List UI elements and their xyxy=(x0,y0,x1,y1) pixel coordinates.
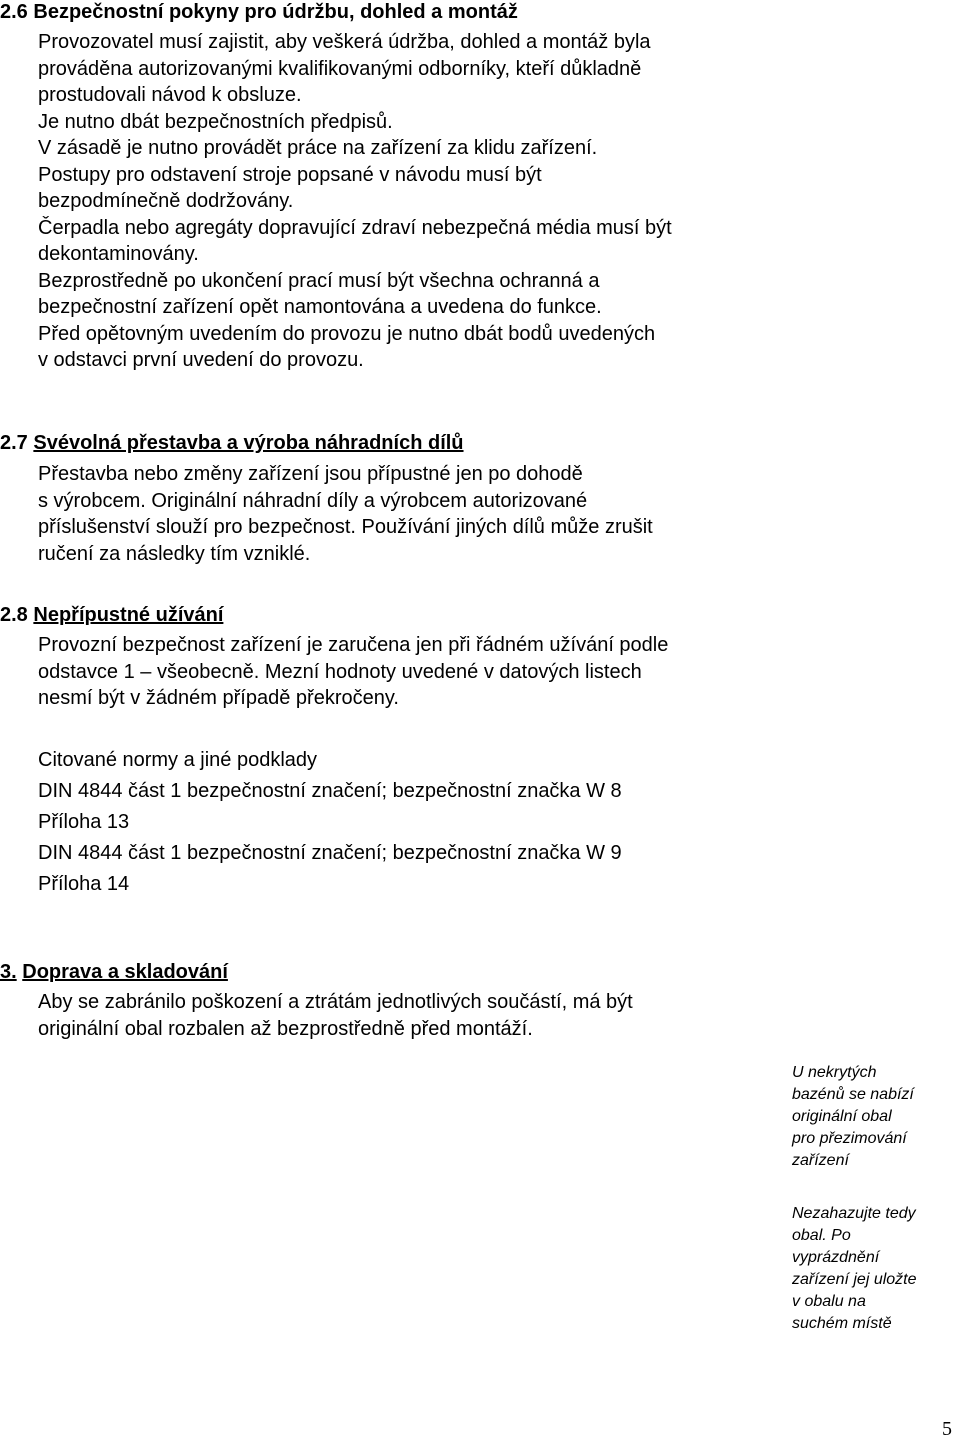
side-note-line: zařízení jej uložte xyxy=(792,1271,917,1288)
text-line: Čerpadla nebo agregáty dopravující zdraví nebezpečná média musí být xyxy=(38,216,672,239)
side-note-line: bazénů se nabízí xyxy=(792,1086,914,1103)
text-line: ručení za následky tím vzniklé. xyxy=(38,542,311,565)
section-number: 2.6 xyxy=(0,1,28,23)
text-line: v odstavci první uvedení do provozu. xyxy=(38,349,364,371)
text-line: Před opětovným uvedením do provozu je nutno dbát bodů uvedených xyxy=(38,322,656,345)
section-3-heading xyxy=(0,960,228,984)
text-line: dekontaminovány. xyxy=(38,243,199,265)
side-note-line: zařízení xyxy=(792,1152,849,1169)
norms-heading: Citované normy a jiné podklady xyxy=(38,749,318,771)
section-number: 2.8 xyxy=(0,604,28,626)
side-note-line: v obalu na xyxy=(792,1293,866,1310)
side-note-line: U nekrytých xyxy=(792,1064,877,1081)
side-note xyxy=(792,1203,917,1335)
section-number: 3. xyxy=(0,961,17,983)
section-2-6-body xyxy=(38,29,798,374)
text-line: V zásadě je nutno provádět práce na zařízení za klidu zařízení. xyxy=(38,137,598,159)
text-line: Provozovatel musí zajistit, aby veškerá údržba, dohled a montáž byla xyxy=(38,31,651,53)
cited-norms xyxy=(38,745,798,900)
text-line: prostudovali návod k obsluze. xyxy=(38,84,302,106)
text-line: originální obal rozbalen až bezprostředně před montáží. xyxy=(38,1017,533,1040)
text-line: Aby se zabránilo poškození a ztrátám jednotlivých součástí, má být xyxy=(38,991,633,1013)
text-line: bezpečnostní zařízení opět namontována a uvedena do funkce. xyxy=(38,296,602,318)
section-3-body xyxy=(38,989,798,1042)
section-2-7-heading xyxy=(0,431,464,455)
section-title: Bezpečnostní pokyny pro údržbu, dohled a montáž xyxy=(33,1,518,23)
norm-line: Příloha 13 xyxy=(38,811,130,833)
section-title: Svévolná přestavba a výroba náhradních dílů xyxy=(33,432,464,454)
section-title: Nepřípustné užívání xyxy=(33,604,224,626)
text-line: Je nutno dbát bezpečnostních předpisů. xyxy=(38,110,393,133)
side-note xyxy=(792,1062,914,1172)
text-line: příslušenství slouží pro bezpečnost. Používání jiných dílů může zrušit xyxy=(38,516,653,538)
text-line: Přestavba nebo změny zařízení jsou přípustné jen po dohodě xyxy=(38,463,583,485)
side-note-line: Nezahazujte tedy xyxy=(792,1205,916,1222)
norm-line: Příloha 14 xyxy=(38,873,130,895)
section-2-6-heading xyxy=(0,0,518,24)
section-2-8-body xyxy=(38,632,798,712)
page-number: 5 xyxy=(942,1418,952,1440)
section-title: Doprava a skladování xyxy=(22,961,228,983)
section-2-7-body xyxy=(38,461,798,567)
side-note-line: originální obal xyxy=(792,1108,892,1125)
norm-line: DIN 4844 část 1 bezpečnostní značení; bezpečnostní značka W 8 xyxy=(38,780,622,802)
text-line: Bezprostředně po ukončení prací musí být všechna ochranná a xyxy=(38,269,600,292)
text-line: bezpodmínečně dodržovány. xyxy=(38,190,294,212)
text-line: nesmí být v žádném případě překročeny. xyxy=(38,687,399,709)
norm-line: DIN 4844 část 1 bezpečnostní značení; bezpečnostní značka W 9 xyxy=(38,842,622,864)
text-line: Provozní bezpečnost zařízení je zaručena jen při řádném užívání podle xyxy=(38,634,669,656)
side-note-line: pro přezimování xyxy=(792,1130,907,1147)
side-note-line: obal. Po xyxy=(792,1227,851,1244)
text-line: odstavce 1 – všeobecně. Mezní hodnoty uvedené v datových listech xyxy=(38,660,642,683)
text-line: prováděna autorizovanými kvalifikovanými odborníky, kteří důkladně xyxy=(38,57,642,80)
text-line: s výrobcem. Originální náhradní díly a výrobcem autorizované xyxy=(38,489,588,512)
section-number: 2.7 xyxy=(0,432,28,454)
side-note-line: suchém místě xyxy=(792,1315,892,1332)
section-2-8-heading xyxy=(0,603,223,627)
side-note-line: vyprázdnění xyxy=(792,1249,880,1266)
text-line: Postupy pro odstavení stroje popsané v návodu musí být xyxy=(38,163,542,186)
